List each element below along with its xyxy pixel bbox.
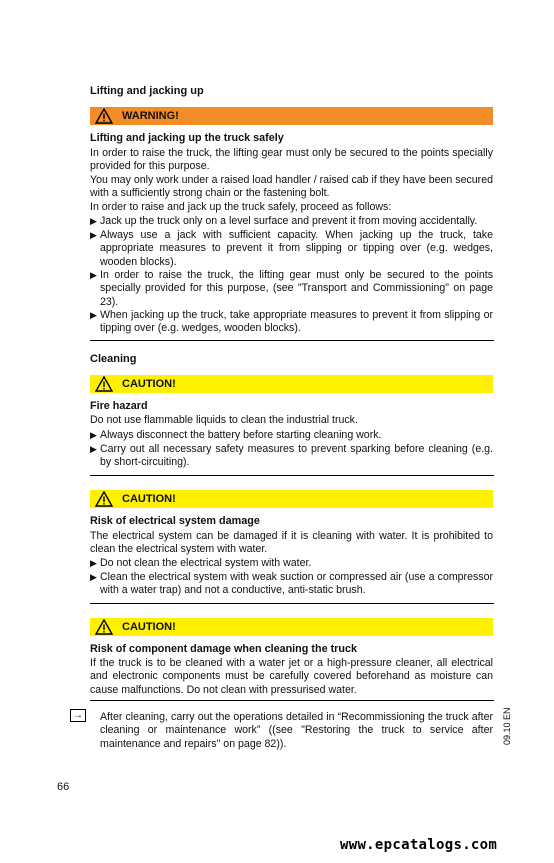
section-divider — [90, 700, 494, 701]
paragraph: The electrical system can be damaged if it is cleaning with water. It is prohibited to clean the electrical system with water. — [90, 530, 493, 556]
paragraph: You may only work under a raised load handler / raised cab if they have been secured with a sufficiently strong chain or the fastening bolt. — [90, 174, 493, 200]
bullet-arrow-icon: ▶ — [90, 558, 97, 568]
list-item: ▶ Always disconnect the battery before starting cleaning work. — [90, 429, 382, 441]
section-heading-lifting: Lifting and jacking up — [90, 85, 204, 97]
list-item: ▶ Do not clean the electrical system with water. — [90, 557, 312, 569]
watermark: www.epcatalogs.com — [340, 837, 498, 853]
paragraph: In order to raise and jack up the truck safely, proceed as follows: — [90, 201, 392, 213]
warning-triangle-icon — [95, 619, 113, 635]
arrow-note-icon: → — [70, 709, 86, 722]
caution-banner — [90, 375, 493, 393]
list-item: ▶ Jack up the truck only on a level surface and prevent it from moving accidentally. — [90, 215, 478, 227]
section-divider — [90, 475, 494, 476]
caution-label: CAUTION! — [122, 378, 176, 390]
warning-banner — [90, 107, 493, 125]
page-number: 66 — [57, 781, 70, 793]
subheading-component-damage: Risk of component damage when cleaning the truck — [90, 643, 357, 655]
bullet-arrow-icon: ▶ — [90, 444, 97, 454]
list-item: ▶ Carry out all necessary safety measures to prevent sparking before cleaning (e.g. by short-circuiting). — [90, 443, 493, 469]
warning-label: WARNING! — [122, 110, 179, 122]
subheading-fire-hazard: Fire hazard — [90, 400, 148, 412]
bullet-arrow-icon: ▶ — [90, 310, 97, 320]
note-text: After cleaning, carry out the operations detailed in “Recommissioning the truck after cleaning or maintenance work” ((see "Restoring the truck to service after maintenance and repairs" on page 82)). — [100, 711, 493, 750]
warning-triangle-icon — [95, 491, 113, 507]
list-item: ▶ Always use a jack with sufficient capacity. When jacking up the truck, take appropriate measures to prevent it from slipping or tipping over (e.g. wedges, wooden blocks). — [90, 229, 493, 268]
section-heading-cleaning: Cleaning — [90, 353, 137, 365]
edition-label: 09.10 EN — [502, 707, 512, 745]
bullet-arrow-icon: ▶ — [90, 430, 97, 440]
paragraph: Do not use flammable liquids to clean the industrial truck. — [90, 414, 358, 426]
section-divider — [90, 603, 494, 604]
bullet-arrow-icon: ▶ — [90, 572, 97, 582]
list-item: ▶ When jacking up the truck, take appropriate measures to prevent it from slipping or tipping over (e.g. wedges, wooden blocks). — [90, 309, 493, 335]
subheading-lifting-safely: Lifting and jacking up the truck safely — [90, 132, 284, 144]
section-divider — [90, 340, 494, 341]
warning-triangle-icon — [95, 376, 113, 392]
bullet-arrow-icon: ▶ — [90, 216, 97, 226]
caution-banner — [90, 618, 493, 636]
subheading-electrical-damage: Risk of electrical system damage — [90, 515, 260, 527]
caution-banner — [90, 490, 493, 508]
bullet-arrow-icon: ▶ — [90, 230, 97, 240]
warning-triangle-icon — [95, 108, 113, 124]
caution-label: CAUTION! — [122, 621, 176, 633]
paragraph: If the truck is to be cleaned with a water jet or a high-pressure cleaner, all electrical and electronic components must be carefully covered beforehand as moisture can cause malfunctions. Do not clean with pressurised water. — [90, 657, 493, 696]
list-item: ▶ In order to raise the truck, the lifting gear must only be secured to the points specially provided for this purpose, (see "Transport and Commissioning" on page 23). — [90, 269, 493, 308]
bullet-arrow-icon: ▶ — [90, 270, 97, 280]
caution-label: CAUTION! — [122, 493, 176, 505]
list-item: ▶ Clean the electrical system with weak suction or compressed air (use a compressor with a water trap) and not a conductive, anti-static brush. — [90, 571, 493, 597]
paragraph: In order to raise the truck, the lifting gear must only be secured to the points specially provided for this purpose. — [90, 147, 493, 173]
